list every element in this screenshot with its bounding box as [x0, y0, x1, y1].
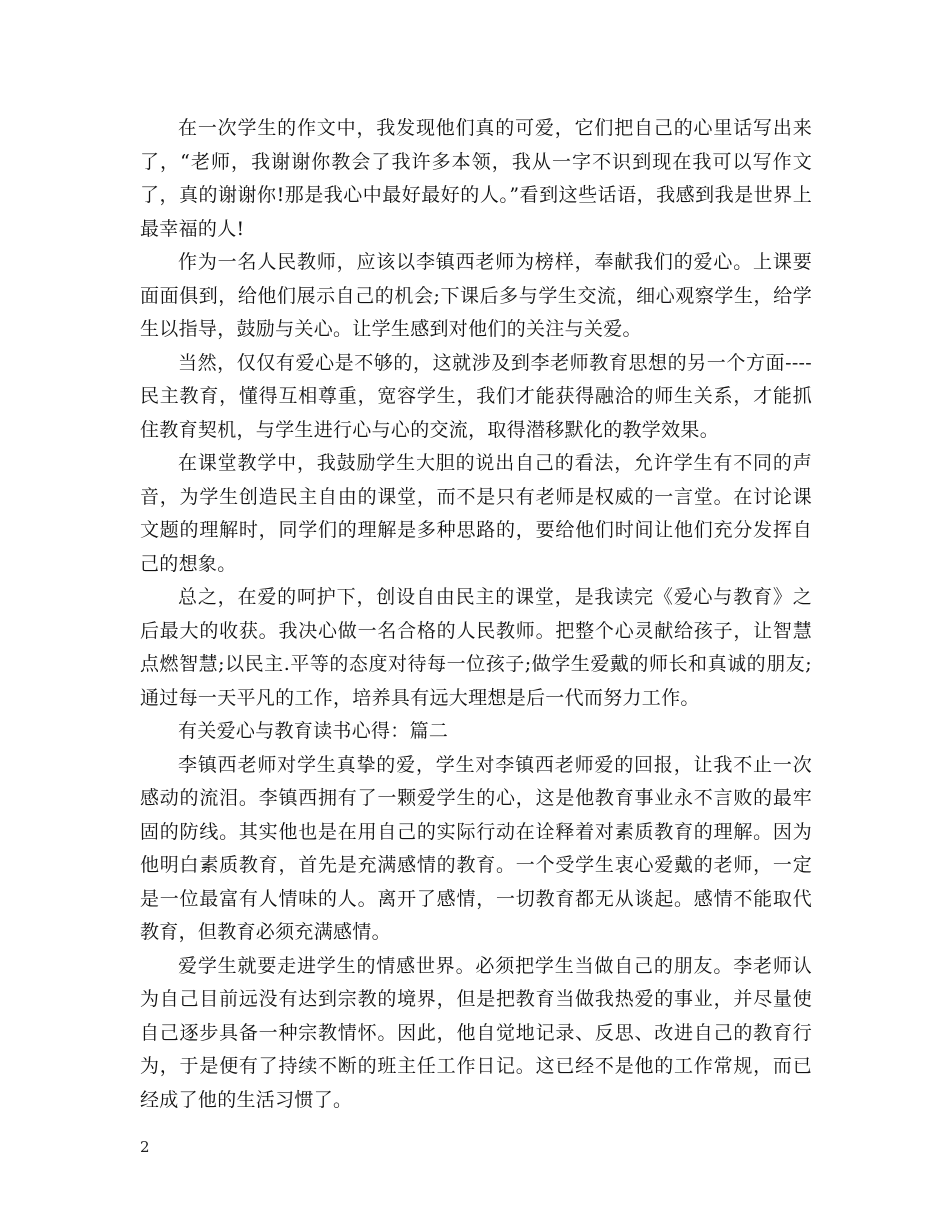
document-body — [140, 112, 812, 1117]
section-heading: 有关爱心与教育读书心得：篇二 — [178, 720, 449, 742]
paragraph-4: 在课堂教学中，我鼓励学生大胆的说出自己的看法，允许学生有不同的声音，为学生创造民主自由的课堂，而不是只有老师是权威的一言堂。在讨论课文题的理解时，同学们的理解是多种思路的，要给他们时间让他们充分发挥自己的想象。 — [140, 452, 812, 575]
page-number: 2 — [140, 1138, 150, 1156]
paragraph-7: 爱学生就要走进学生的情感世界。必须把学生当做自己的朋友。李老师认为自己目前远没有达到宗教的境界，但是把教育当做我热爱的事业，并尽量使自己逐步具备一种宗教情怀。因此，他自觉地记录、反思、改进自己的教育行为，于是便有了持续不断的班主任工作日记。这已经不是他的工作常规，而已经成了他的生活习惯了。 — [140, 954, 812, 1111]
paragraph-6: 李镇西老师对学生真挚的爱，学生对李镇西老师爱的回报，让我不止一次感动的流泪。李镇西拥有了一颗爱学生的心，这是他教育事业永不言败的最牢固的防线。其实他也是在用自己的实际行动在诠释着对素质教育的理解。因为他明白素质教育，首先是充满感情的教育。一个受学生衷心爱戴的老师，一定是一位最富有人情味的人。离开了感情，一切教育都无从谈起。感情不能取代教育，但教育必须充满感情。 — [140, 753, 812, 943]
paragraph-3: 当然，仅仅有爱心是不够的，这就涉及到李老师教育思想的另一个方面----民主教育，懂得互相尊重，宽容学生，我们才能获得融洽的师生关系，才能抓住教育契机，与学生进行心与心的交流，取得潜移默化的教学效果。 — [140, 351, 812, 441]
paragraph-5: 总之，在爱的呵护下，创设自由民主的课堂，是我读完《爱心与教育》之后最大的收获。我决心做一名合格的人民教师。把整个心灵献给孩子，让智慧点燃智慧;以民主.平等的态度对待每一位孩子;做学生爱戴的师长和真诚的朋友;通过每一天平凡的工作，培养具有远大理想是后一代而努力工作。 — [140, 586, 812, 709]
paragraph-1: 在一次学生的作文中，我发现他们真的可爱，它们把自己的心里话写出来了，“老师，我谢谢你教会了我许多本领，我从一字不识到现在我可以写作文了，真的谢谢你!那是我心中最好最好的人。”看到这些话语，我感到我是世界上最幸福的人! — [140, 117, 812, 240]
paragraph-2: 作为一名人民教师，应该以李镇西老师为榜样，奉献我们的爱心。上课要面面俱到，给他们展示自己的机会;下课后多与学生交流，细心观察学生，给学生以指导，鼓励与关心。让学生感到对他们的关注与关爱。 — [140, 251, 812, 340]
